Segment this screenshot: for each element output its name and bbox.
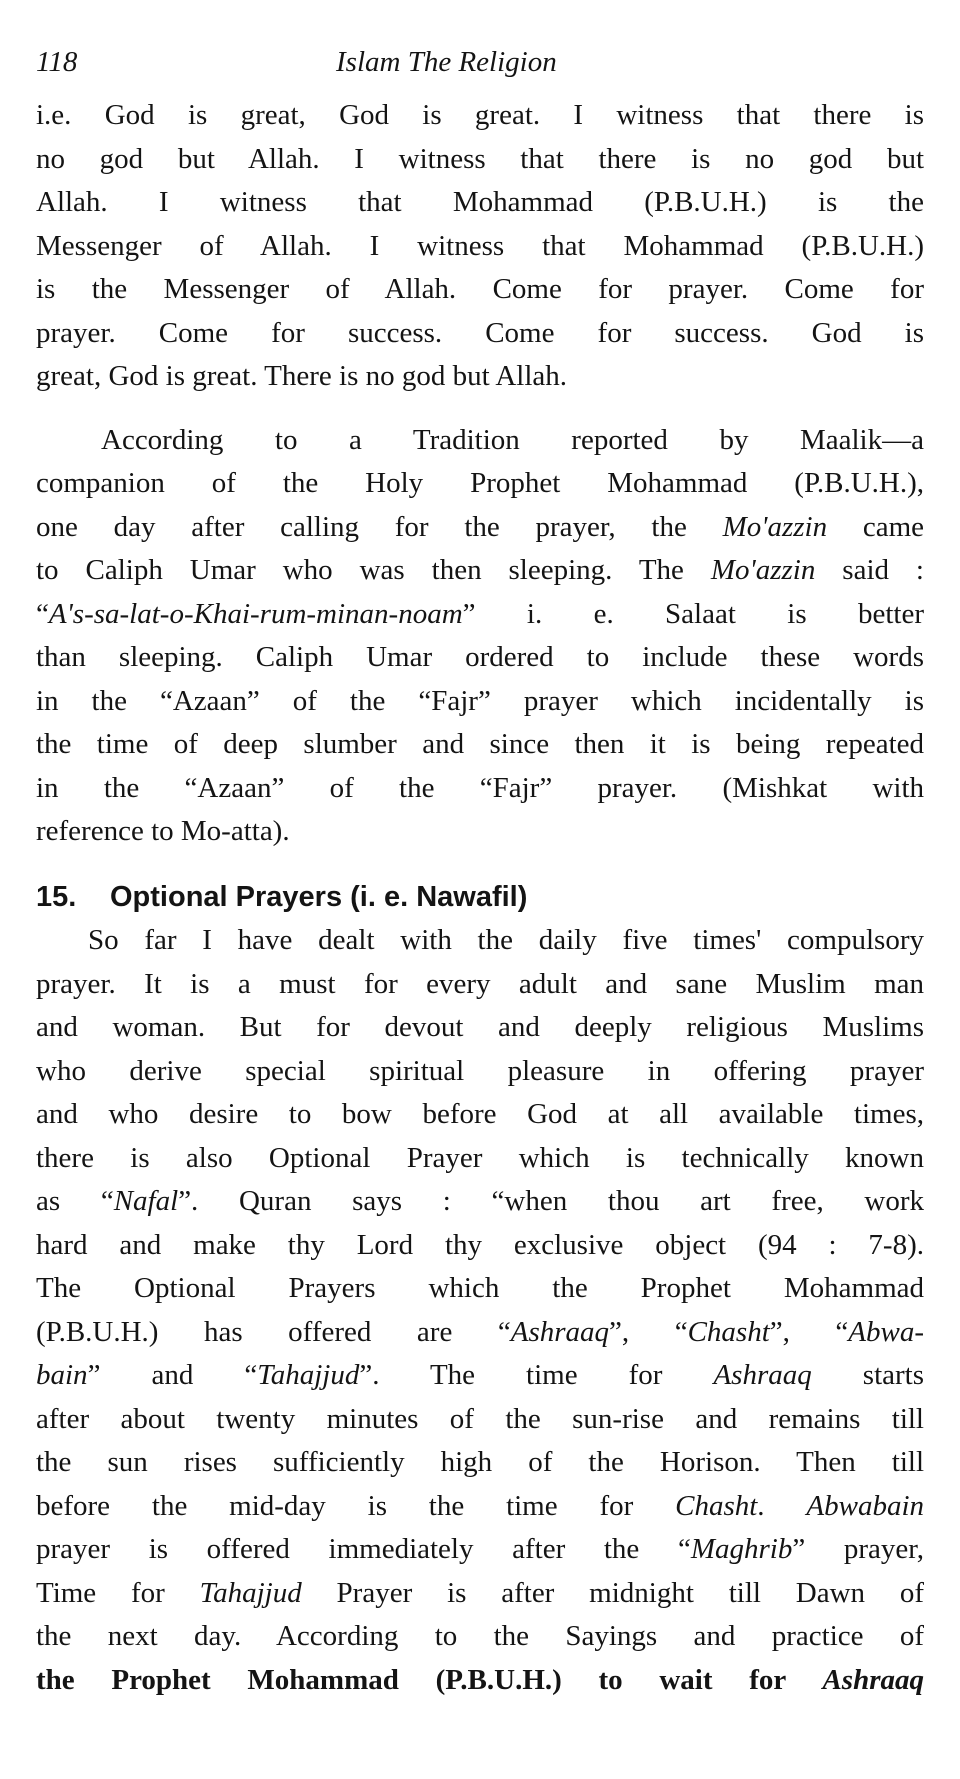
running-title: Islam The Religion — [336, 46, 557, 78]
text-line: the next day. According to the Sayings and practice of — [36, 1620, 924, 1652]
text-line: (P.B.U.H.) has offered are “Ashraaq”, “Chasht”, “Abwa- — [36, 1315, 924, 1348]
text-line: and who desire to bow before God at all available times, — [36, 1098, 924, 1130]
text-line: bain” and “Tahajjud”. The time for Ashraaq starts — [36, 1359, 924, 1391]
text-line: is the Messenger of Allah. Come for prayer. Come for — [36, 273, 924, 305]
text-line: there is also Optional Prayer which is technically known — [36, 1141, 924, 1174]
text-line: the Prophet Mohammad (P.B.U.H.) to wait for Ashraaq — [36, 1663, 924, 1696]
text-line: and woman. But for devout and deeply religious Muslims — [36, 1011, 924, 1043]
text-line: prayer. Come for success. Come for success. God is — [36, 316, 924, 349]
text-line: to Caliph Umar who was then sleeping. The Mo'azzin said : — [36, 554, 924, 586]
text-line: Allah. I witness that Mohammad (P.B.U.H.) is the — [36, 186, 924, 218]
text-line: no god but Allah. I witness that there is no god but — [36, 142, 924, 175]
book-page — [36, 40, 924, 1702]
text-line: as “Nafal”. Quran says : “when thou art free, work — [36, 1185, 924, 1217]
text-line: who derive special spiritual pleasure in offering prayer — [36, 1054, 924, 1087]
text-line: than sleeping. Caliph Umar ordered to include these words — [36, 641, 924, 673]
text-line: reference to Mo-atta). — [36, 815, 290, 847]
section-title: Optional Prayers (i. e. Nawafil) — [110, 880, 528, 913]
page-header — [36, 40, 924, 88]
paragraph-tradition — [36, 419, 924, 854]
text-line: great, God is great. There is no god but Allah. — [36, 360, 568, 392]
paragraph-adhan-translation — [36, 94, 924, 399]
text-line: prayer. It is a must for every adult and sane Muslim man — [36, 967, 924, 1000]
text-line: prayer is offered immediately after the “Maghrib” prayer, — [36, 1533, 924, 1565]
text-line: in the “Azaan” of the “Fajr” prayer which incidentally is — [36, 684, 924, 717]
section-number: 15. — [36, 880, 77, 913]
text-line: the time of deep slumber and since then it is being repeated — [36, 728, 924, 760]
text-line: before the mid-day is the time for Chasht. Abwabain — [36, 1489, 924, 1522]
text-line: companion of the Holy Prophet Mohammad (P.B.U.H.), — [36, 467, 924, 499]
paragraph-optional-prayers — [36, 919, 924, 1702]
text-line: the sun rises sufficiently high of the Horison. Then till — [36, 1446, 924, 1478]
text-line: Time for Tahajjud Prayer is after midnight till Dawn of — [36, 1576, 924, 1609]
text-line: after about twenty minutes of the sun-rise and remains till — [36, 1402, 924, 1435]
text-line: So far I have dealt with the daily five times' compulsory — [88, 924, 924, 956]
text-line: one day after calling for the prayer, the Mo'azzin came — [36, 510, 924, 543]
section-heading — [36, 876, 924, 920]
text-line: in the “Azaan” of the “Fajr” prayer. (Mishkat with — [36, 771, 924, 804]
text-line: hard and make thy Lord thy exclusive object (94 : 7-8). — [36, 1228, 924, 1261]
page-number: 118 — [36, 46, 78, 78]
text-line: The Optional Prayers which the Prophet Mohammad — [36, 1272, 924, 1304]
text-line: Messenger of Allah. I witness that Mohammad (P.B.U.H.) — [36, 229, 924, 262]
text-line: i.e. God is great, God is great. I witness that there is — [36, 99, 924, 131]
text-line: “A's-sa-lat-o-Khai-rum-minan-noam” i. e. Salaat is better — [36, 597, 924, 630]
text-line: According to a Tradition reported by Maalik—a — [101, 423, 924, 456]
